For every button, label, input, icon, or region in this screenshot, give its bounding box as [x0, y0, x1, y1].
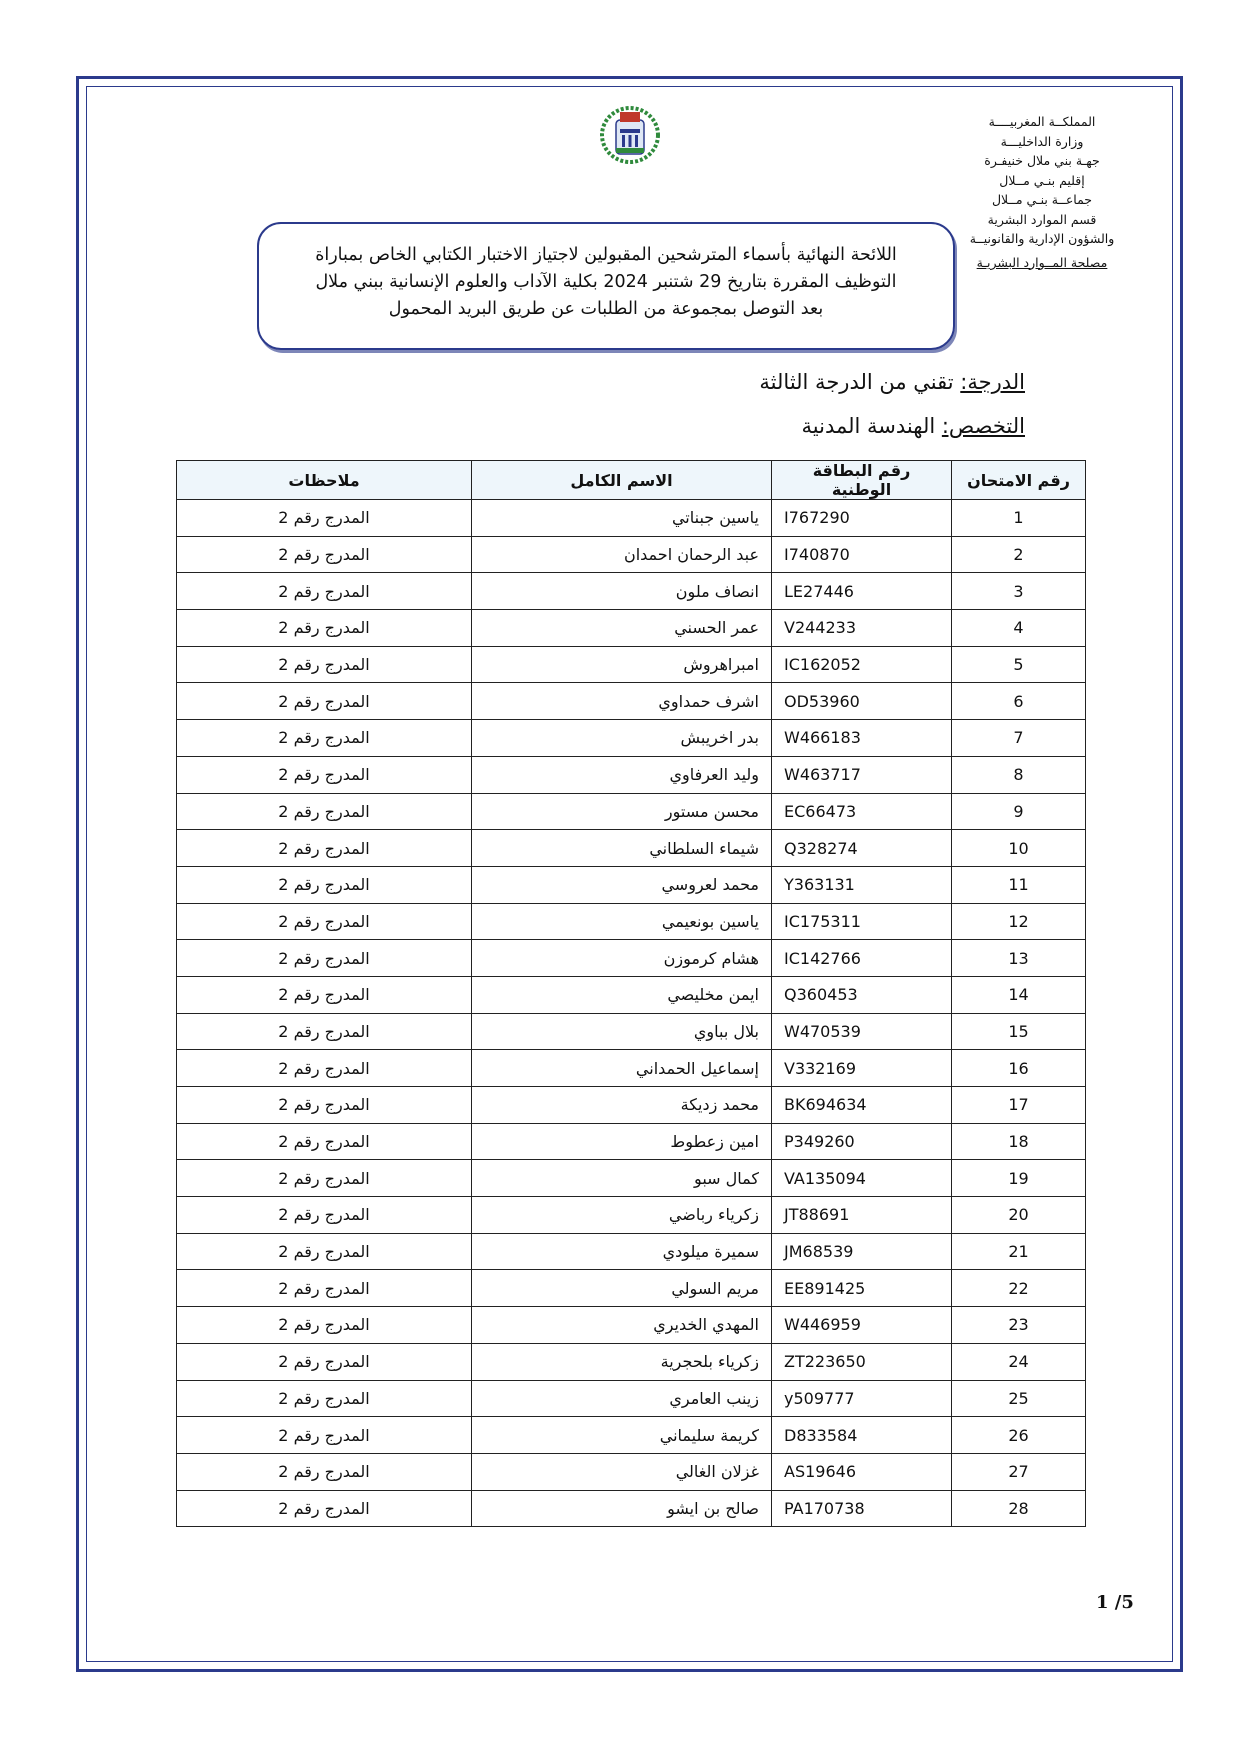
national-id-cell: W463717	[772, 756, 952, 793]
table-row	[177, 830, 1086, 867]
national-id-cell: AS19646	[772, 1453, 952, 1490]
candidates-table	[176, 460, 1086, 1527]
full-name-cell: كريمة سليماني	[472, 1417, 772, 1454]
full-name-cell: عبد الرحمان احمدان	[472, 536, 772, 573]
table-row	[177, 940, 1086, 977]
exam-number-cell: 25	[952, 1380, 1086, 1417]
column-header-national-id: رقم البطاقة الوطنية	[772, 461, 952, 500]
national-id-cell: D833584	[772, 1417, 952, 1454]
national-id-cell: V244233	[772, 610, 952, 647]
full-name-cell: محسن مستور	[472, 793, 772, 830]
table-body	[177, 500, 1086, 1527]
table-row	[177, 866, 1086, 903]
full-name-cell: وليد العرفاوي	[472, 756, 772, 793]
national-id-cell: EC66473	[772, 793, 952, 830]
table-row	[177, 536, 1086, 573]
column-header-exam-number: رقم الامتحان	[952, 461, 1086, 500]
exam-number-cell: 9	[952, 793, 1086, 830]
table-row	[177, 1417, 1086, 1454]
notes-cell: المدرج رقم 2	[177, 1453, 472, 1490]
full-name-cell: مريم السولي	[472, 1270, 772, 1307]
notes-cell: المدرج رقم 2	[177, 830, 472, 867]
exam-number-cell: 27	[952, 1453, 1086, 1490]
notes-cell: المدرج رقم 2	[177, 683, 472, 720]
national-id-cell: JM68539	[772, 1233, 952, 1270]
full-name-cell: زكرياء بلحجرية	[472, 1343, 772, 1380]
table-header-row	[177, 461, 1086, 500]
national-id-cell: y509777	[772, 1380, 952, 1417]
table-row	[177, 646, 1086, 683]
notes-cell: المدرج رقم 2	[177, 1087, 472, 1124]
notes-cell: المدرج رقم 2	[177, 1233, 472, 1270]
notes-cell: المدرج رقم 2	[177, 1050, 472, 1087]
page-number: 1 /5	[1096, 1592, 1134, 1613]
header-line: قسم الموارد البشرية	[987, 211, 1097, 227]
national-id-cell: LE27446	[772, 573, 952, 610]
exam-number-cell: 17	[952, 1087, 1086, 1124]
table-row	[177, 1123, 1086, 1160]
national-id-cell: VA135094	[772, 1160, 952, 1197]
notes-cell: المدرج رقم 2	[177, 610, 472, 647]
national-id-cell: W466183	[772, 720, 952, 757]
national-id-cell: I740870	[772, 536, 952, 573]
table-row	[177, 793, 1086, 830]
notes-cell: المدرج رقم 2	[177, 1307, 472, 1344]
notes-cell: المدرج رقم 2	[177, 1197, 472, 1234]
notes-cell: المدرج رقم 2	[177, 1160, 472, 1197]
header-line: جماعــة بنـي مــلال	[991, 192, 1093, 207]
full-name-cell: بدر اخريبش	[472, 720, 772, 757]
header-line: وزارة الداخليـــة	[1000, 133, 1084, 149]
national-id-cell: P349260	[772, 1123, 952, 1160]
full-name-cell: كمال سبو	[472, 1160, 772, 1197]
table-row	[177, 1160, 1086, 1197]
service-name: مصلحة المــوارد البشريـة	[976, 254, 1108, 270]
header-line: إقليم بنـي مــلال	[999, 172, 1085, 188]
table-row	[177, 500, 1086, 537]
national-id-cell: EE891425	[772, 1270, 952, 1307]
national-id-cell: W446959	[772, 1307, 952, 1344]
full-name-cell: هشام كرموزن	[472, 940, 772, 977]
full-name-cell: زكرياء رباضي	[472, 1197, 772, 1234]
full-name-cell: غزلان الغالي	[472, 1453, 772, 1490]
full-name-cell: محمد لعروسي	[472, 866, 772, 903]
table-row	[177, 720, 1086, 757]
exam-number-cell: 22	[952, 1270, 1086, 1307]
full-name-cell: عمر الحسني	[472, 610, 772, 647]
table-row	[177, 903, 1086, 940]
exam-number-cell: 3	[952, 573, 1086, 610]
exam-number-cell: 23	[952, 1307, 1086, 1344]
municipal-emblem-icon	[598, 102, 662, 164]
document-title-box	[257, 222, 955, 350]
full-name-cell: إسماعيل الحمداني	[472, 1050, 772, 1087]
notes-cell: المدرج رقم 2	[177, 793, 472, 830]
national-id-cell: ZT223650	[772, 1343, 952, 1380]
table-row	[177, 1197, 1086, 1234]
table-row	[177, 610, 1086, 647]
national-id-cell: I767290	[772, 500, 952, 537]
exam-number-cell: 21	[952, 1233, 1086, 1270]
notes-cell: المدرج رقم 2	[177, 1417, 472, 1454]
exam-number-cell: 10	[952, 830, 1086, 867]
exam-number-cell: 28	[952, 1490, 1086, 1527]
header-line: والشؤون الإدارية والقانونيــة	[969, 231, 1115, 246]
exam-number-cell: 20	[952, 1197, 1086, 1234]
notes-cell: المدرج رقم 2	[177, 1013, 472, 1050]
title-line: التوظيف المقررة بتاريخ 29 شتنبر 2024 بكلية الآداب والعلوم الإنسانية ببني ملال	[315, 272, 897, 292]
grade-field	[759, 370, 1025, 394]
table-row	[177, 1490, 1086, 1527]
title-line: بعد التوصل بمجموعة من الطلبات عن طريق البريد المحمول	[388, 299, 824, 319]
exam-number-cell: 16	[952, 1050, 1086, 1087]
header-line: المملكــة المغربيــــة	[988, 114, 1096, 129]
grade-value: تقني من الدرجة الثالثة	[759, 370, 954, 394]
national-id-cell: Q360453	[772, 976, 952, 1013]
table-row	[177, 1233, 1086, 1270]
column-header-notes: ملاحظات	[177, 461, 472, 500]
table-row	[177, 1270, 1086, 1307]
full-name-cell: ياسين جبناتي	[472, 500, 772, 537]
table-row	[177, 1453, 1086, 1490]
notes-cell: المدرج رقم 2	[177, 756, 472, 793]
national-id-cell: W470539	[772, 1013, 952, 1050]
table-row	[177, 1380, 1086, 1417]
national-id-cell: Q328274	[772, 830, 952, 867]
full-name-cell: المهدي الخديري	[472, 1307, 772, 1344]
specialty-label: التخصص:	[941, 414, 1025, 438]
table-row	[177, 573, 1086, 610]
notes-cell: المدرج رقم 2	[177, 940, 472, 977]
table-row	[177, 756, 1086, 793]
exam-number-cell: 1	[952, 500, 1086, 537]
national-id-cell: IC142766	[772, 940, 952, 977]
national-id-cell: BK694634	[772, 1087, 952, 1124]
full-name-cell: ياسين بونعيمي	[472, 903, 772, 940]
table-row	[177, 1050, 1086, 1087]
exam-number-cell: 6	[952, 683, 1086, 720]
notes-cell: المدرج رقم 2	[177, 500, 472, 537]
notes-cell: المدرج رقم 2	[177, 1380, 472, 1417]
exam-number-cell: 5	[952, 646, 1086, 683]
specialty-field	[802, 414, 1025, 438]
full-name-cell: زينب العامري	[472, 1380, 772, 1417]
national-id-cell: V332169	[772, 1050, 952, 1087]
notes-cell: المدرج رقم 2	[177, 646, 472, 683]
notes-cell: المدرج رقم 2	[177, 1490, 472, 1527]
grade-label: الدرجة:	[960, 370, 1025, 394]
notes-cell: المدرج رقم 2	[177, 976, 472, 1013]
full-name-cell: انصاف ملون	[472, 573, 772, 610]
notes-cell: المدرج رقم 2	[177, 1123, 472, 1160]
exam-number-cell: 13	[952, 940, 1086, 977]
full-name-cell: اشرف حمداوي	[472, 683, 772, 720]
table-row	[177, 976, 1086, 1013]
header-line: جهـة بني ملال خنيفـرة	[984, 153, 1100, 168]
exam-number-cell: 18	[952, 1123, 1086, 1160]
exam-number-cell: 19	[952, 1160, 1086, 1197]
exam-number-cell: 14	[952, 976, 1086, 1013]
national-id-cell: IC162052	[772, 646, 952, 683]
notes-cell: المدرج رقم 2	[177, 536, 472, 573]
national-id-cell: OD53960	[772, 683, 952, 720]
notes-cell: المدرج رقم 2	[177, 903, 472, 940]
title-line: اللائحة النهائية بأسماء المترشحين المقبولين لاجتياز الاختبار الكتابي الخاص بمباراة	[315, 245, 897, 265]
specialty-value: الهندسة المدنية	[801, 414, 936, 438]
notes-cell: المدرج رقم 2	[177, 720, 472, 757]
national-id-cell: Y363131	[772, 866, 952, 903]
exam-number-cell: 4	[952, 610, 1086, 647]
exam-number-cell: 12	[952, 903, 1086, 940]
full-name-cell: شيماء السلطاني	[472, 830, 772, 867]
full-name-cell: ايمن مخليصي	[472, 976, 772, 1013]
table-row	[177, 683, 1086, 720]
exam-number-cell: 8	[952, 756, 1086, 793]
table-row	[177, 1307, 1086, 1344]
notes-cell: المدرج رقم 2	[177, 866, 472, 903]
full-name-cell: امين زعطوط	[472, 1123, 772, 1160]
exam-number-cell: 26	[952, 1417, 1086, 1454]
full-name-cell: سميرة ميلودي	[472, 1233, 772, 1270]
national-id-cell: JT88691	[772, 1197, 952, 1234]
column-header-full-name: الاسم الكامل	[472, 461, 772, 500]
full-name-cell: محمد زديكة	[472, 1087, 772, 1124]
table-row	[177, 1087, 1086, 1124]
exam-number-cell: 11	[952, 866, 1086, 903]
exam-number-cell: 15	[952, 1013, 1086, 1050]
full-name-cell: امبراهروش	[472, 646, 772, 683]
notes-cell: المدرج رقم 2	[177, 573, 472, 610]
national-id-cell: IC175311	[772, 903, 952, 940]
notes-cell: المدرج رقم 2	[177, 1343, 472, 1380]
full-name-cell: صالح بن ايشو	[472, 1490, 772, 1527]
exam-number-cell: 7	[952, 720, 1086, 757]
exam-number-cell: 2	[952, 536, 1086, 573]
exam-number-cell: 24	[952, 1343, 1086, 1380]
issuing-authority-block	[952, 112, 1132, 272]
table-row	[177, 1013, 1086, 1050]
table-row	[177, 1343, 1086, 1380]
notes-cell: المدرج رقم 2	[177, 1270, 472, 1307]
national-id-cell: PA170738	[772, 1490, 952, 1527]
full-name-cell: بلال بباوي	[472, 1013, 772, 1050]
